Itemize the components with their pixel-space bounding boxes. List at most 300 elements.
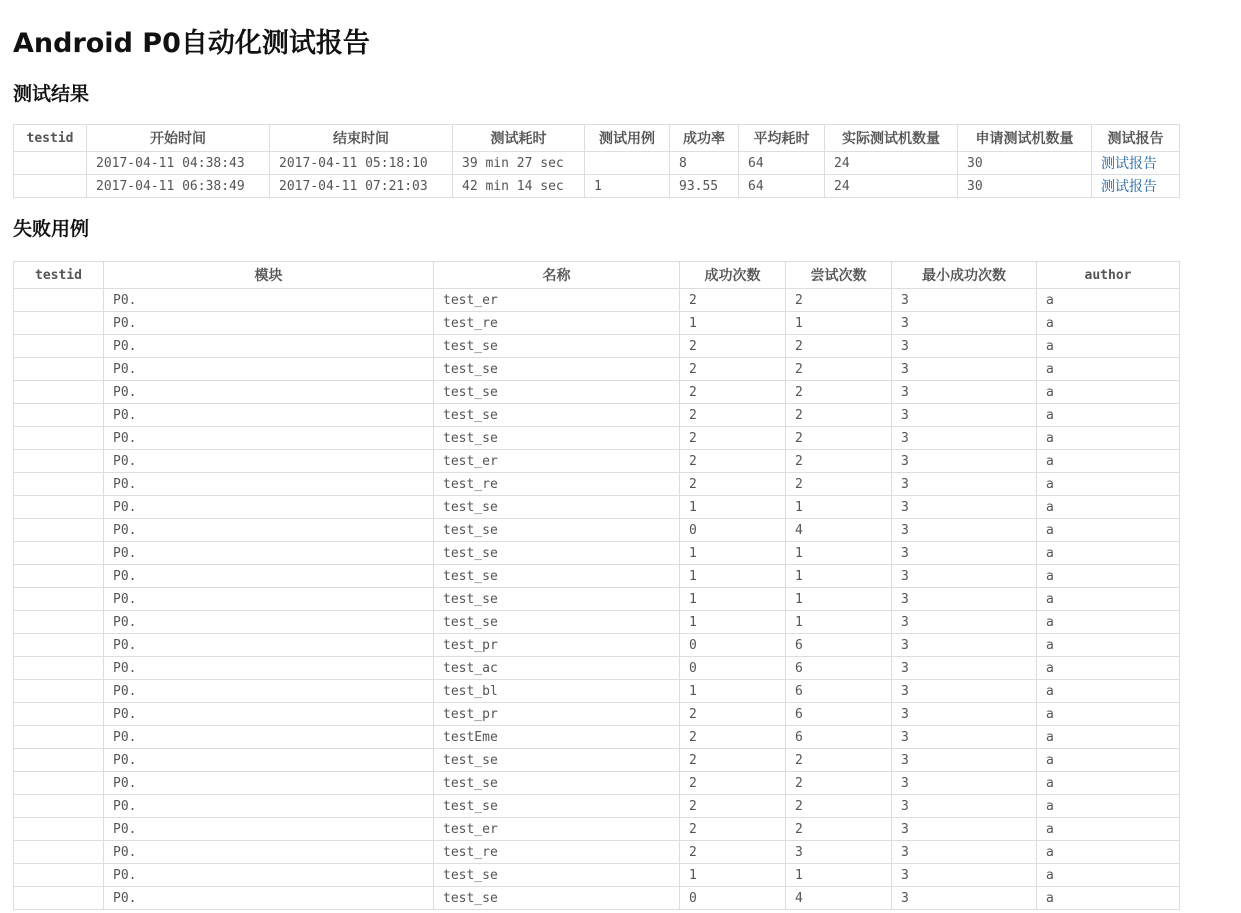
failure-cell-tries xyxy=(786,703,892,726)
failure-cell-min-success xyxy=(892,588,1037,611)
failure-cell-name xyxy=(434,680,680,703)
failure-cell-module xyxy=(104,427,434,450)
failure-cell-module xyxy=(104,381,434,404)
failure-cell-success xyxy=(680,542,786,565)
failure-cell-text: test_re xyxy=(443,844,498,860)
failure-cell-name xyxy=(434,795,680,818)
results-column-header: 成功率 xyxy=(670,125,739,152)
failure-cell-text: 4 xyxy=(795,890,803,906)
failure-cell-text: a xyxy=(1046,315,1054,331)
failure-cell-text: P0. xyxy=(113,568,137,584)
failure-cell-text: 6 xyxy=(795,683,803,699)
results-cell-text: 24 xyxy=(834,178,850,194)
failure-cell-min-success xyxy=(892,657,1037,680)
failure-cell-text: a xyxy=(1046,706,1054,722)
failure-cell-text: 3 xyxy=(901,315,909,331)
failure-cell-testid xyxy=(14,588,104,611)
failure-cell-author xyxy=(1037,657,1180,680)
failure-cell-text: 3 xyxy=(901,384,909,400)
failure-cell-tries xyxy=(786,611,892,634)
failure-cell-tries xyxy=(786,358,892,381)
failure-row xyxy=(14,381,1180,404)
failure-cell-text: test_er xyxy=(443,821,498,837)
failure-cell-text: a xyxy=(1046,614,1054,630)
failure-cell-text: P0. xyxy=(113,315,137,331)
failure-cell-tries xyxy=(786,542,892,565)
failure-cell-testid xyxy=(14,427,104,450)
failure-cell-module xyxy=(104,818,434,841)
failure-cell-text: 1 xyxy=(689,683,697,699)
failure-cell-text: P0. xyxy=(113,706,137,722)
failure-cell-text: test_se xyxy=(443,890,498,906)
failure-cell-name xyxy=(434,611,680,634)
failure-cell-name xyxy=(434,358,680,381)
failures-column-header: 尝试次数 xyxy=(786,262,892,289)
failure-cell-tries xyxy=(786,312,892,335)
failure-cell-text: P0. xyxy=(113,361,137,377)
failure-cell-testid xyxy=(14,496,104,519)
results-header-row xyxy=(14,125,1180,152)
failure-cell-min-success xyxy=(892,772,1037,795)
results-cell-end xyxy=(270,152,453,175)
failure-cell-text: 2 xyxy=(689,775,697,791)
failure-cell-text: 6 xyxy=(795,660,803,676)
failure-cell-text: 6 xyxy=(795,637,803,653)
failure-row xyxy=(14,703,1180,726)
failure-cell-module xyxy=(104,519,434,542)
failure-cell-text: 1 xyxy=(689,591,697,607)
failure-cell-text: 3 xyxy=(901,430,909,446)
failure-cell-tries xyxy=(786,565,892,588)
failure-cell-testid xyxy=(14,519,104,542)
failure-cell-name xyxy=(434,864,680,887)
failure-cell-min-success xyxy=(892,611,1037,634)
failure-row xyxy=(14,588,1180,611)
failure-cell-author xyxy=(1037,726,1180,749)
failure-cell-module xyxy=(104,289,434,312)
failure-cell-text: 3 xyxy=(795,844,803,860)
results-cell-text: 24 xyxy=(834,155,850,171)
failure-cell-min-success xyxy=(892,496,1037,519)
failure-cell-text: 2 xyxy=(689,729,697,745)
failure-cell-text: a xyxy=(1046,545,1054,561)
failure-cell-tries xyxy=(786,657,892,680)
failure-cell-testid xyxy=(14,611,104,634)
failure-cell-text: 3 xyxy=(901,338,909,354)
failure-cell-text: a xyxy=(1046,798,1054,814)
failure-cell-text: 2 xyxy=(689,821,697,837)
failure-cell-text: 1 xyxy=(689,499,697,515)
results-cell-actual-devices xyxy=(825,152,958,175)
failure-cell-module xyxy=(104,841,434,864)
failure-cell-tries xyxy=(786,496,892,519)
failure-cell-min-success xyxy=(892,358,1037,381)
failure-cell-success xyxy=(680,358,786,381)
failure-cell-min-success xyxy=(892,289,1037,312)
failure-cell-name xyxy=(434,841,680,864)
failure-cell-text: 1 xyxy=(795,568,803,584)
failure-cell-text: test_se xyxy=(443,361,498,377)
failure-cell-text: 0 xyxy=(689,522,697,538)
failure-row xyxy=(14,335,1180,358)
failure-cell-text: a xyxy=(1046,867,1054,883)
failure-cell-text: test_er xyxy=(443,292,498,308)
results-cell-avg xyxy=(739,152,825,175)
results-cell-actual-devices xyxy=(825,175,958,198)
failure-cell-author xyxy=(1037,450,1180,473)
failure-cell-text: 1 xyxy=(795,315,803,331)
failure-cell-tries xyxy=(786,634,892,657)
failure-cell-text: 2 xyxy=(795,453,803,469)
failure-row xyxy=(14,795,1180,818)
failure-cell-success xyxy=(680,427,786,450)
failure-cell-testid xyxy=(14,864,104,887)
failure-cell-text: 2 xyxy=(689,361,697,377)
failure-cell-module xyxy=(104,726,434,749)
failure-cell-text: P0. xyxy=(113,476,137,492)
failure-cell-text: P0. xyxy=(113,867,137,883)
failure-cell-testid xyxy=(14,657,104,680)
failure-cell-success xyxy=(680,496,786,519)
failure-cell-text: test_se xyxy=(443,752,498,768)
failure-cell-author xyxy=(1037,772,1180,795)
report-link[interactable]: 测试报告 xyxy=(1101,179,1157,195)
failure-cell-text: a xyxy=(1046,292,1054,308)
failure-cell-min-success xyxy=(892,450,1037,473)
results-column-header: testid xyxy=(14,125,87,152)
failure-cell-text: P0. xyxy=(113,338,137,354)
failure-cell-testid xyxy=(14,312,104,335)
failure-cell-text: 4 xyxy=(795,522,803,538)
failure-cell-text: 2 xyxy=(795,361,803,377)
results-cell-text: 1 xyxy=(594,178,602,194)
failure-cell-name xyxy=(434,496,680,519)
failure-cell-module xyxy=(104,795,434,818)
failure-row xyxy=(14,887,1180,910)
failure-cell-testid xyxy=(14,772,104,795)
failure-cell-text: 0 xyxy=(689,660,697,676)
failure-cell-text: 3 xyxy=(901,890,909,906)
failures-column-header: author xyxy=(1037,262,1180,289)
failure-cell-author xyxy=(1037,496,1180,519)
failure-row xyxy=(14,358,1180,381)
results-column-header: 平均耗时 xyxy=(739,125,825,152)
failure-cell-text: 2 xyxy=(689,798,697,814)
failures-column-header: 最小成功次数 xyxy=(892,262,1037,289)
failure-cell-min-success xyxy=(892,312,1037,335)
failure-cell-success xyxy=(680,864,786,887)
results-cell-report xyxy=(1092,175,1180,198)
failure-cell-author xyxy=(1037,519,1180,542)
failure-cell-text: P0. xyxy=(113,752,137,768)
failure-cell-min-success xyxy=(892,864,1037,887)
failure-row xyxy=(14,427,1180,450)
results-cell-success-rate xyxy=(670,175,739,198)
failure-cell-author xyxy=(1037,289,1180,312)
failure-cell-tries xyxy=(786,289,892,312)
failure-cell-text: testEme xyxy=(443,729,498,745)
failure-cell-author xyxy=(1037,818,1180,841)
failure-cell-text: P0. xyxy=(113,591,137,607)
failure-cell-tries xyxy=(786,473,892,496)
failure-cell-module xyxy=(104,634,434,657)
failure-row xyxy=(14,473,1180,496)
failure-cell-text: a xyxy=(1046,660,1054,676)
failure-cell-text: a xyxy=(1046,407,1054,423)
failure-cell-module xyxy=(104,450,434,473)
failure-cell-module xyxy=(104,657,434,680)
results-heading: 测试结果 xyxy=(13,83,90,105)
failure-cell-text: 3 xyxy=(901,292,909,308)
failure-cell-tries xyxy=(786,772,892,795)
failure-cell-text: 2 xyxy=(795,292,803,308)
failure-cell-text: 6 xyxy=(795,706,803,722)
failure-cell-text: P0. xyxy=(113,522,137,538)
failure-cell-min-success xyxy=(892,749,1037,772)
failure-row xyxy=(14,749,1180,772)
failure-cell-min-success xyxy=(892,680,1037,703)
failure-cell-text: a xyxy=(1046,729,1054,745)
failure-cell-text: 2 xyxy=(795,430,803,446)
failure-cell-text: a xyxy=(1046,775,1054,791)
failure-cell-testid xyxy=(14,841,104,864)
failure-cell-name xyxy=(434,312,680,335)
failure-cell-tries xyxy=(786,404,892,427)
failure-cell-module xyxy=(104,749,434,772)
failure-cell-text: 2 xyxy=(795,476,803,492)
failure-cell-text: test_se xyxy=(443,499,498,515)
results-cell-text: 30 xyxy=(967,178,983,194)
failure-cell-text: a xyxy=(1046,384,1054,400)
failure-cell-module xyxy=(104,703,434,726)
failure-cell-testid xyxy=(14,887,104,910)
failure-cell-name xyxy=(434,519,680,542)
failure-cell-min-success xyxy=(892,818,1037,841)
failure-cell-tries xyxy=(786,381,892,404)
failure-cell-min-success xyxy=(892,703,1037,726)
failure-cell-name xyxy=(434,542,680,565)
failure-cell-text: 3 xyxy=(901,867,909,883)
failure-cell-text: P0. xyxy=(113,683,137,699)
failure-cell-text: P0. xyxy=(113,453,137,469)
results-cell-text: 2017-04-11 07:21:03 xyxy=(279,178,428,194)
failure-row xyxy=(14,289,1180,312)
failure-cell-text: 6 xyxy=(795,729,803,745)
failure-cell-success xyxy=(680,381,786,404)
results-cell-text: 42 min 14 sec xyxy=(462,178,564,194)
failure-cell-name xyxy=(434,726,680,749)
failure-cell-success xyxy=(680,404,786,427)
failure-cell-module xyxy=(104,565,434,588)
failure-cell-success xyxy=(680,772,786,795)
failure-cell-success xyxy=(680,841,786,864)
results-column-header: 开始时间 xyxy=(87,125,270,152)
failure-cell-text: 3 xyxy=(901,476,909,492)
failure-cell-text: test_bl xyxy=(443,683,498,699)
failure-cell-tries xyxy=(786,450,892,473)
failure-cell-text: a xyxy=(1046,683,1054,699)
failure-cell-min-success xyxy=(892,427,1037,450)
failure-cell-author xyxy=(1037,473,1180,496)
failure-cell-text: P0. xyxy=(113,844,137,860)
failures-column-header: 模块 xyxy=(104,262,434,289)
failure-cell-text: test_se xyxy=(443,591,498,607)
failure-cell-text: a xyxy=(1046,752,1054,768)
failure-cell-success xyxy=(680,818,786,841)
failure-cell-text: test_se xyxy=(443,867,498,883)
failure-row xyxy=(14,634,1180,657)
failure-cell-text: a xyxy=(1046,821,1054,837)
failure-cell-module xyxy=(104,473,434,496)
results-cell-text: 64 xyxy=(748,155,764,171)
failure-cell-min-success xyxy=(892,381,1037,404)
failure-cell-text: 3 xyxy=(901,522,909,538)
failure-cell-text: a xyxy=(1046,338,1054,354)
results-cell-testid xyxy=(14,152,87,175)
failure-cell-text: a xyxy=(1046,476,1054,492)
failure-cell-name xyxy=(434,749,680,772)
failure-cell-text: P0. xyxy=(113,545,137,561)
failure-cell-success xyxy=(680,565,786,588)
results-cell-text: 93.55 xyxy=(679,178,719,194)
failure-cell-text: 1 xyxy=(795,499,803,515)
failure-cell-success xyxy=(680,749,786,772)
results-cell-text: 2017-04-11 04:38:43 xyxy=(96,155,245,171)
failure-cell-name xyxy=(434,335,680,358)
page-title: Android P0自动化测试报告 xyxy=(13,28,370,59)
failure-cell-text: 3 xyxy=(901,821,909,837)
failure-cell-text: 3 xyxy=(901,361,909,377)
results-cell-duration xyxy=(453,175,585,198)
failure-cell-text: 1 xyxy=(689,614,697,630)
failure-cell-text: 1 xyxy=(689,545,697,561)
failure-cell-tries xyxy=(786,818,892,841)
failure-cell-text: test_se xyxy=(443,407,498,423)
failure-cell-text: test_se xyxy=(443,430,498,446)
failure-cell-tries xyxy=(786,335,892,358)
failure-cell-min-success xyxy=(892,887,1037,910)
failure-cell-author xyxy=(1037,703,1180,726)
failure-cell-success xyxy=(680,473,786,496)
failure-cell-author xyxy=(1037,427,1180,450)
failure-cell-text: test_se xyxy=(443,384,498,400)
failure-cell-author xyxy=(1037,358,1180,381)
failure-cell-text: 2 xyxy=(795,752,803,768)
failure-cell-tries xyxy=(786,680,892,703)
failure-cell-text: a xyxy=(1046,361,1054,377)
failure-cell-text: P0. xyxy=(113,821,137,837)
failure-cell-name xyxy=(434,381,680,404)
failure-cell-text: test_pr xyxy=(443,706,498,722)
failure-row xyxy=(14,657,1180,680)
failure-cell-text: 3 xyxy=(901,660,909,676)
failure-cell-tries xyxy=(786,519,892,542)
results-column-header: 结束时间 xyxy=(270,125,453,152)
failure-cell-text: 2 xyxy=(795,407,803,423)
failure-cell-text: test_se xyxy=(443,522,498,538)
failure-cell-text: P0. xyxy=(113,890,137,906)
failure-cell-name xyxy=(434,565,680,588)
failure-cell-text: 2 xyxy=(689,476,697,492)
failure-cell-text: 3 xyxy=(901,775,909,791)
failure-cell-name xyxy=(434,450,680,473)
failure-cell-text: 1 xyxy=(795,591,803,607)
failure-row xyxy=(14,312,1180,335)
results-column-header: 申请测试机数量 xyxy=(958,125,1092,152)
failure-cell-min-success xyxy=(892,726,1037,749)
failure-cell-module xyxy=(104,680,434,703)
failure-cell-min-success xyxy=(892,335,1037,358)
failure-cell-author xyxy=(1037,542,1180,565)
failure-cell-module xyxy=(104,496,434,519)
failure-cell-text: 3 xyxy=(901,568,909,584)
failure-cell-min-success xyxy=(892,795,1037,818)
failure-cell-success xyxy=(680,634,786,657)
failure-cell-text: test_se xyxy=(443,545,498,561)
failure-cell-author xyxy=(1037,841,1180,864)
failure-cell-text: 2 xyxy=(795,798,803,814)
failure-cell-module xyxy=(104,542,434,565)
results-cell-cases xyxy=(585,175,670,198)
failure-cell-name xyxy=(434,634,680,657)
failure-cell-author xyxy=(1037,312,1180,335)
failure-cell-testid xyxy=(14,634,104,657)
failure-cell-text: 3 xyxy=(901,706,909,722)
results-cell-text: 2017-04-11 05:18:10 xyxy=(279,155,428,171)
failure-cell-success xyxy=(680,611,786,634)
failure-cell-text: 2 xyxy=(795,821,803,837)
failure-cell-text: 2 xyxy=(689,430,697,446)
failure-cell-text: P0. xyxy=(113,775,137,791)
failure-cell-module xyxy=(104,772,434,795)
failure-cell-module xyxy=(104,358,434,381)
failure-cell-text: 2 xyxy=(689,706,697,722)
failure-cell-text: a xyxy=(1046,637,1054,653)
failure-cell-success xyxy=(680,588,786,611)
failure-cell-text: 3 xyxy=(901,729,909,745)
failures-table xyxy=(13,261,1180,910)
failure-cell-name xyxy=(434,473,680,496)
failure-cell-text: 3 xyxy=(901,683,909,699)
failure-cell-testid xyxy=(14,795,104,818)
failure-cell-text: 3 xyxy=(901,798,909,814)
failure-cell-text: 3 xyxy=(901,591,909,607)
failure-cell-text: 1 xyxy=(689,568,697,584)
failure-cell-text: 1 xyxy=(795,545,803,561)
report-link[interactable]: 测试报告 xyxy=(1101,156,1157,172)
failure-cell-testid xyxy=(14,358,104,381)
failure-row xyxy=(14,404,1180,427)
failure-cell-module xyxy=(104,588,434,611)
failure-cell-text: test_er xyxy=(443,453,498,469)
results-column-header: 实际测试机数量 xyxy=(825,125,958,152)
failure-row xyxy=(14,565,1180,588)
failure-cell-min-success xyxy=(892,542,1037,565)
results-cell-avg xyxy=(739,175,825,198)
failure-cell-text: a xyxy=(1046,890,1054,906)
failure-cell-name xyxy=(434,703,680,726)
failure-cell-success xyxy=(680,312,786,335)
failure-cell-author xyxy=(1037,887,1180,910)
failure-cell-text: 3 xyxy=(901,752,909,768)
failure-cell-module xyxy=(104,887,434,910)
failure-cell-success xyxy=(680,887,786,910)
failure-cell-author xyxy=(1037,588,1180,611)
failure-cell-text: a xyxy=(1046,844,1054,860)
failure-cell-text: test_se xyxy=(443,338,498,354)
failure-cell-text: P0. xyxy=(113,384,137,400)
failure-cell-text: 2 xyxy=(689,752,697,768)
